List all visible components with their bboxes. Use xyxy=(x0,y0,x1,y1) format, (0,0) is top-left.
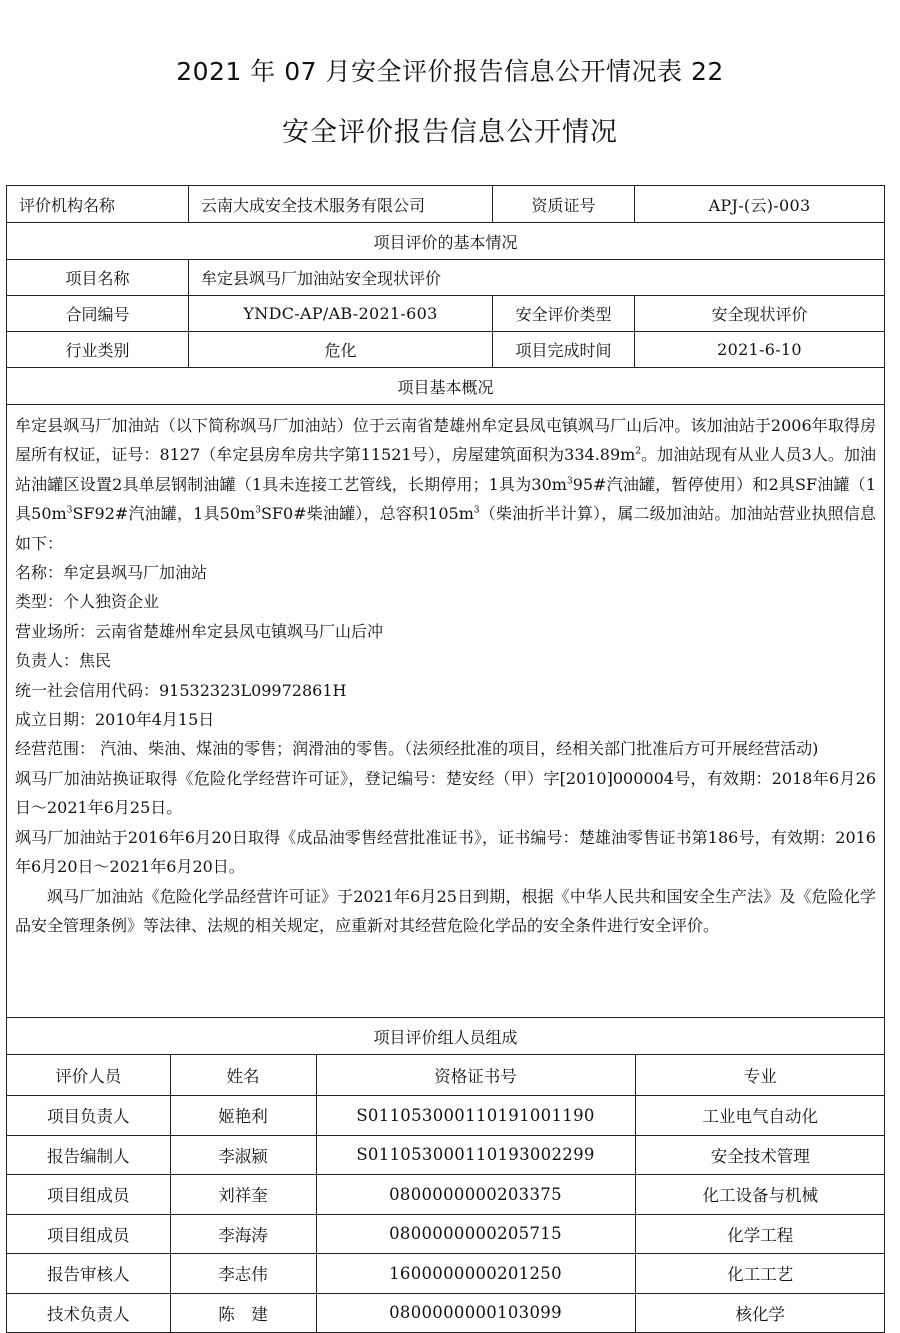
member-specialty: 化工设备与机械 xyxy=(635,1175,885,1215)
member-name: 刘祥奎 xyxy=(170,1175,316,1215)
conclusion-paragraph: 飒马厂加油站《危险化学品经营许可证》于2021年6月25日到期，根据《中华人民共和国安全生产法》及《危险化学品安全管理条例》等法律、法规的相关规定，应重新对其经营危险化学品的安全条件进行安全评价。 xyxy=(15,886,876,935)
sup-cubed: 3 xyxy=(66,505,73,516)
section-basic-row xyxy=(7,223,885,260)
member-name: 姬艳利 xyxy=(170,1096,316,1136)
project-value: 牟定县飒马厂加油站安全现状评价 xyxy=(189,260,885,296)
finish-value: 2021-6-10 xyxy=(635,332,885,368)
member-cert-number: 1600000000201250 xyxy=(316,1254,635,1294)
contract-label: 合同编号 xyxy=(7,296,189,332)
team-column-header: 评价人员 xyxy=(7,1055,170,1096)
p1-text-e: SF0#柴油罐），总容积105m xyxy=(260,504,474,524)
member-specialty: 化学工程 xyxy=(635,1214,885,1254)
project-label: 项目名称 xyxy=(7,260,189,296)
member-role: 项目负责人 xyxy=(7,1096,170,1136)
contract-value: YNDC-AP/AB-2021-603 xyxy=(189,296,493,332)
table-row xyxy=(7,1214,885,1254)
industry-row xyxy=(7,332,885,368)
industry-value: 危化 xyxy=(189,332,493,368)
license-owner-line: 负责人：焦民 xyxy=(15,651,112,671)
member-specialty: 化工工艺 xyxy=(635,1254,885,1294)
org-value: 云南大成安全技术服务有限公司 xyxy=(189,186,493,223)
sup-cubed: 3 xyxy=(473,505,480,516)
team-cell xyxy=(7,1055,885,1333)
license-founded-line: 成立日期：2010年4月15日 xyxy=(15,710,215,730)
table-row xyxy=(7,1293,885,1332)
team-header-row xyxy=(7,1055,885,1096)
license-scope-line: 经营范围： 汽油、柴油、煤油的零售；润滑油的零售。（法须经批准的项目，经相关部门批准后方可开展经营活动) xyxy=(15,739,819,759)
team-column-header: 资格证书号 xyxy=(316,1055,635,1096)
team-column-header: 专业 xyxy=(743,1067,777,1086)
p1-text-b: 。加油站现有从业人员3人。加油站油罐区设置2具单层钢制油罐（1具未连接工艺管线，长期停用；1具为30m xyxy=(15,445,876,494)
org-label: 评价机构名称 xyxy=(7,186,189,223)
overview-row xyxy=(7,405,885,1018)
license-place-line: 营业场所：云南省楚雄州牟定县凤屯镇飒马厂山后冲 xyxy=(15,621,384,641)
member-name: 李淑颍 xyxy=(170,1135,316,1175)
license-credit-line: 统一社会信用代码：91532323L09972861H xyxy=(15,680,347,700)
p1-text-d: SF92#汽油罐，1具50m xyxy=(72,504,256,524)
p1-text-f: （柴油折半计算），属二级加油站。加油站营业执照信息如下： xyxy=(15,504,876,553)
cert-label: 资质证号 xyxy=(493,186,635,223)
org-row xyxy=(7,186,885,223)
project-row xyxy=(7,260,885,296)
member-cert-number: 0800000000203375 xyxy=(316,1175,635,1215)
team-column-header: 姓名 xyxy=(170,1055,316,1096)
sup-squared: 2 xyxy=(635,447,642,458)
page-subtitle: 安全评价报告信息公开情况 xyxy=(282,117,618,148)
member-cert-number: 0800000000205715 xyxy=(316,1214,635,1254)
finish-label: 项目完成时间 xyxy=(493,332,635,368)
table-row xyxy=(7,1096,885,1136)
cert-value: APJ-(云)-003 xyxy=(635,186,885,223)
overview-body xyxy=(7,405,885,1018)
member-role: 报告编制人 xyxy=(7,1135,170,1175)
member-name: 陈 建 xyxy=(170,1293,316,1332)
member-cert-number: S011053000110191001190 xyxy=(316,1096,635,1136)
p1-text-a: 牟定县飒马厂加油站（以下简称飒马厂加油站）位于云南省楚雄州牟定县凤屯镇飒马厂山后冲。该加油站于2006年取得房屋所有权证，证号：8127（牟定县房牟房共字第11521号），房屋建筑面积为334.89m xyxy=(15,416,876,465)
team-heading-row xyxy=(7,1018,885,1055)
member-specialty: 核化学 xyxy=(635,1293,885,1332)
team-table xyxy=(7,1055,885,1332)
member-cert-number: 0800000000103099 xyxy=(316,1293,635,1332)
overview-paragraph-1 xyxy=(15,411,876,558)
member-name: 李海涛 xyxy=(170,1214,316,1254)
industry-label: 行业类别 xyxy=(7,332,189,368)
section-basic-heading: 项目评价的基本情况 xyxy=(7,223,885,260)
overview-heading-row xyxy=(7,368,885,405)
table-row xyxy=(7,1254,885,1294)
sup-cubed: 3 xyxy=(255,505,261,516)
permit-paragraph-2: 飒马厂加油站于2016年6月20日取得《成品油零售经营批准证书》，证书编号：楚雄油零售证书第186号，有效期：2016年6月20日～2021年6月20日。 xyxy=(15,827,876,877)
member-role: 项目组成员 xyxy=(7,1175,170,1215)
license-name-line: 名称：牟定县飒马厂加油站 xyxy=(15,563,208,583)
eval-type-value: 安全现状评价 xyxy=(635,296,885,332)
member-name: 李志伟 xyxy=(170,1254,316,1294)
member-role: 技术负责人 xyxy=(7,1293,170,1332)
license-type-line: 类型：个人独资企业 xyxy=(15,592,160,612)
team-heading: 项目评价组人员组成 xyxy=(7,1018,885,1055)
member-specialty: 安全技术管理 xyxy=(635,1135,885,1175)
member-cert-number: S011053000110193002299 xyxy=(316,1135,635,1175)
sup-cubed: 3 xyxy=(566,476,573,487)
overview-heading: 项目基本概况 xyxy=(7,368,885,405)
member-specialty: 工业电气自动化 xyxy=(635,1096,885,1136)
permit-paragraph-1: 飒马厂加油站换证取得《危险化学经营许可证》，登记编号：楚安经（甲）字[2010]000004号，有效期：2018年6月26日～2021年6月25日。 xyxy=(15,768,876,818)
table-row xyxy=(7,1175,885,1215)
eval-type-label: 安全评价类型 xyxy=(493,296,635,332)
member-role: 报告审核人 xyxy=(7,1254,170,1294)
info-table xyxy=(6,185,885,1333)
table-row xyxy=(7,1135,885,1175)
p1-text-c: 95#汽油罐，暂停使用）和2具SF油罐（1具50m xyxy=(15,474,876,524)
contract-row xyxy=(7,296,885,332)
page-title: 2021 年 07 月安全评价报告信息公开情况表 22 xyxy=(176,57,724,86)
member-role: 项目组成员 xyxy=(7,1214,170,1254)
team-row xyxy=(7,1055,885,1333)
team-table-body xyxy=(7,1055,885,1332)
